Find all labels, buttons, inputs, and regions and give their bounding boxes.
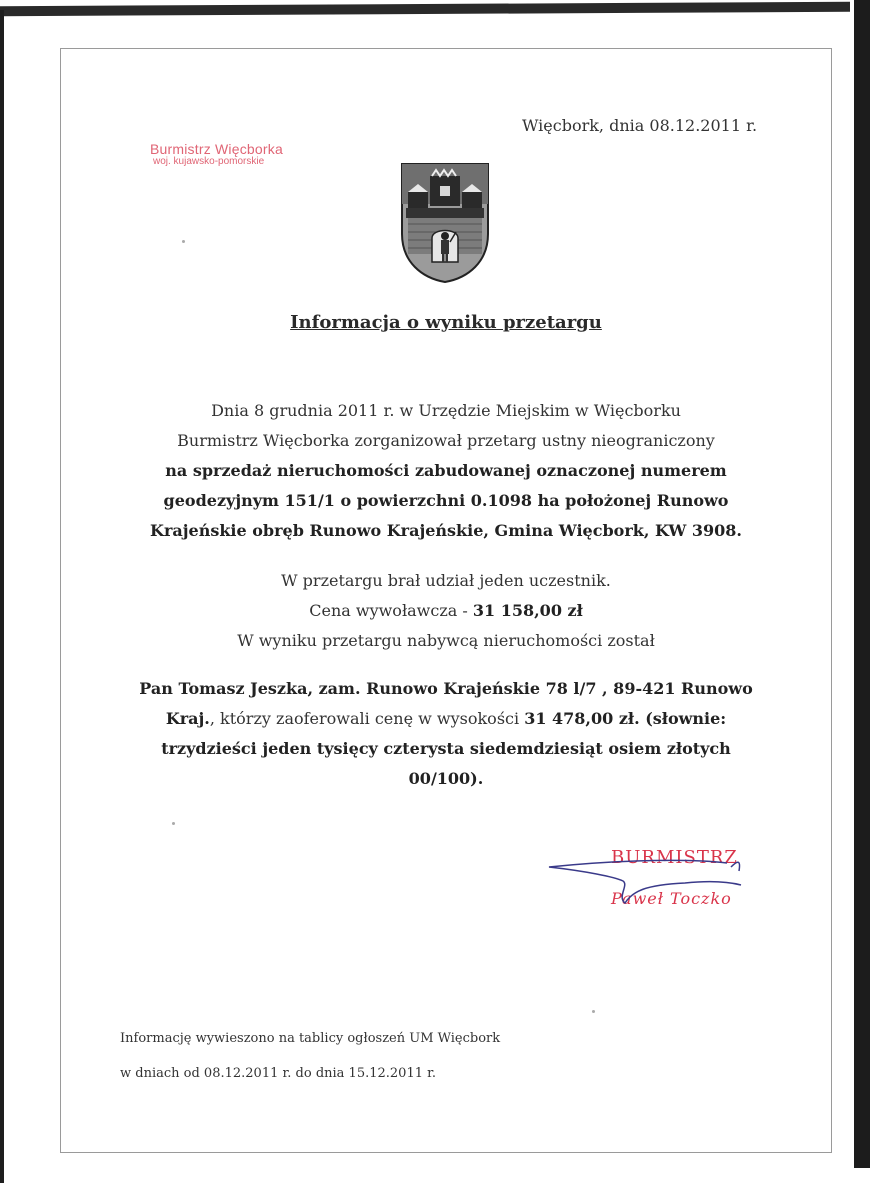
footer-line-1: Informację wywieszono na tablicy ogłoszeń UM Więcbork [120, 1031, 501, 1046]
offer-line [110, 704, 782, 734]
words-start: (słownie: [639, 709, 727, 728]
scan-edge-left [0, 10, 4, 1183]
scan-speck [182, 240, 185, 243]
mayor-signature [545, 845, 765, 915]
document-title: Informacja o wyniku przetargu [290, 312, 602, 333]
auction-result [120, 566, 772, 656]
p1-line2: Burmistrz Więcborka zorganizował przetarg ustny nieograniczony [177, 431, 715, 450]
participants-line: W przetargu brał udział jeden uczestnik. [281, 571, 611, 590]
starting-price-line [120, 596, 772, 626]
starting-price-label: Cena wywoławcza - [309, 601, 473, 620]
p1-line5: Krajeńskie obręb Runowo Krajeńskie, Gmina Więcbork, KW 3908. [150, 521, 742, 540]
p1-line1: Dnia 8 grudnia 2011 r. w Urzędzie Miejskim w Więcborku [211, 401, 681, 420]
handwritten-signature-icon [545, 845, 765, 915]
stamp-line-2: woj. kujawsko-pomorskie [153, 156, 265, 167]
scan-speck [592, 1010, 595, 1013]
signature-name: Paweł Toczko [611, 889, 732, 908]
buyer-details [110, 674, 782, 794]
stamp-line-1: Burmistrz Więcborka [150, 141, 283, 157]
signature-title: BURMISTRZ [611, 847, 738, 868]
starting-price-value: 31 158,00 zł [472, 601, 583, 620]
buyer-intro-line: W wyniku przetargu nabywcą nieruchomości został [237, 631, 655, 650]
header-stamp [150, 141, 320, 167]
words-line-2: trzydzieści jeden tysięcy czterysta siedemdziesiąt osiem złotych [161, 739, 731, 758]
offer-text: , którzy zaoferowali cenę w wysokości [209, 709, 525, 728]
buyer-kraj: Kraj. [165, 709, 210, 728]
footer-line-2: w dniach od 08.12.2011 r. do dnia 15.12.2011 r. [120, 1066, 437, 1081]
final-price-value: 31 478,00 zł. [524, 709, 640, 728]
coat-of-arms-icon [400, 162, 490, 284]
words-line-3: 00/100). [408, 769, 484, 788]
p1-line3: na sprzedaż nieruchomości zabudowanej oznaczonej numerem [165, 461, 727, 480]
buyer-line: Pan Tomasz Jeszka, zam. Runowo Krajeńskie 78 l/7 , 89-421 Runowo [139, 679, 753, 698]
auction-description [120, 396, 772, 546]
scan-speck [172, 822, 175, 825]
p1-line4: geodezyjnym 151/1 o powierzchni 0.1098 ha położonej Runowo [163, 491, 729, 510]
date-line: Więcbork, dnia 08.12.2011 r. [522, 116, 758, 135]
scan-edge-right [854, 0, 870, 1168]
